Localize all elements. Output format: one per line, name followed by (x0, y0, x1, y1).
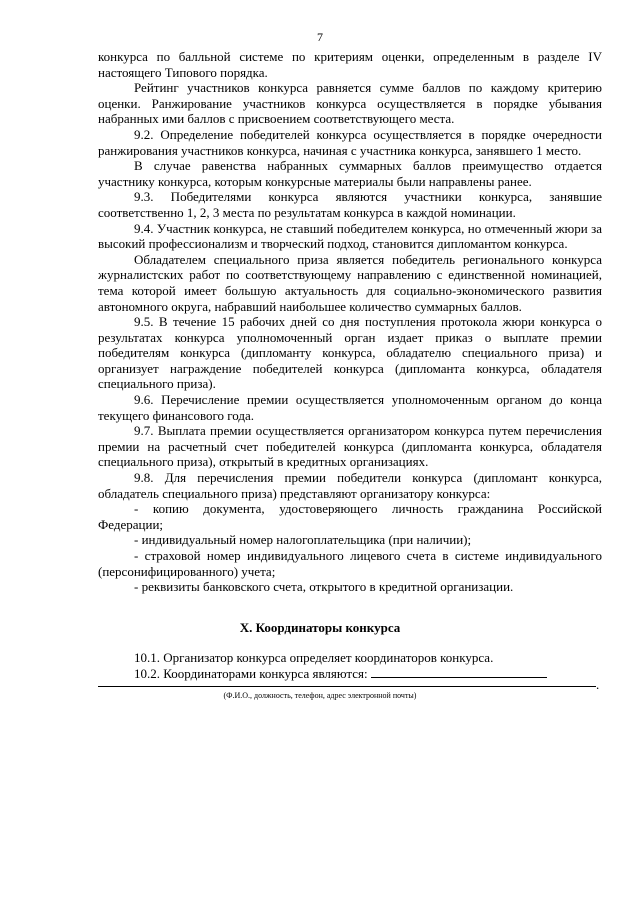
body-text (98, 49, 602, 595)
paragraph: Обладателем специального приза является победитель регионального конкурса журналистских работ по соответствующему направлению с единственной номинацией, тема которой имеет большую актуальность для социально-экономического развития автономного округа, набравший наибольшее количество суммарных баллов. (98, 251, 602, 314)
coordinators-paragraph-10-1: 10.1. Организатор конкурса определяет координаторов конкурса. (134, 650, 494, 665)
signature-line (98, 686, 596, 687)
signature-caption: (Ф.И.О., должность, телефон, адрес электронной почты) (223, 691, 417, 700)
coordinators-paragraph-10-2 (98, 666, 602, 682)
paragraph: 9.4. Участник конкурса, не ставший победителем конкурса, но отмеченный жюри за высокий профессионализм и творческий подход, становится дипломантом конкурса. (98, 220, 602, 252)
coordinators-section (98, 650, 602, 681)
section-heading: X. Координаторы конкурса (239, 620, 401, 635)
paragraph: 9.8. Для перечисления премии победители конкурса (дипломант конкурса, обладатель специального приза) представляют организатору конкурса: (98, 470, 602, 501)
paragraph: конкурса по балльной системе по критериям оценки, определенным в разделе IV настоящего Типового порядка. (98, 49, 602, 80)
paragraph: - индивидуальный номер налогоплательщика (при наличии); (134, 532, 472, 548)
paragraph: В случае равенства набранных суммарных баллов преимущество отдается участнику конкурса, которым конкурсные материалы были направлены ранее. (98, 158, 602, 189)
paragraph: - реквизиты банковского счета, открытого в кредитной организации. (134, 579, 514, 595)
paragraph: 9.2. Определение победителей конкурса осуществляется в порядке очередности ранжирования участников конкурса, начиная с участника конкурса, занявшего 1 место. (98, 126, 602, 158)
paragraph: - копию документа, удостоверяющего личность гражданина Российской Федерации; (98, 501, 602, 532)
signature-line-end: . (596, 677, 600, 692)
paragraph: Рейтинг участников конкурса равняется сумме баллов по каждому критерию оценки. Ранжирование участников конкурса осуществляется в порядке убывания набранных ими баллов с присвоением соответствующего места. (98, 80, 602, 127)
paragraph: 9.3. Победителями конкурса являются участники конкурса, занявшие соответственно 1, 2, 3 места по результатам конкурса в каждой номинации. (98, 189, 602, 220)
coordinators-fill-line (371, 666, 547, 678)
paragraph: - страховой номер индивидуального лицевого счета в системе индивидуального (персонифицированного) учета; (98, 548, 602, 579)
page-number: 7 (317, 30, 323, 44)
coordinators-label: 10.2. Координаторами конкурса являются: (134, 665, 368, 681)
paragraph: 9.7. Выплата премии осуществляется организатором конкурса путем перечисления премии на расчетный счет победителей конкурса (дипломанта конкурса, обладателя специального приза), открытый в кредитных организациях. (98, 423, 602, 470)
paragraph: 9.5. В течение 15 рабочих дней со дня поступления протокола жюри конкурса о результатах конкурса уполномоченный орган издает приказ о выплате премии победителям конкурса (дипломанту конкурса, обладателю специального приза) и организует награждение победителей конкурса (дипломанта конкурса, обладателя специального приза). (98, 314, 602, 392)
paragraph: 9.6. Перечисление премии осуществляется уполномоченным органом до конца текущего финансового года. (98, 392, 602, 423)
